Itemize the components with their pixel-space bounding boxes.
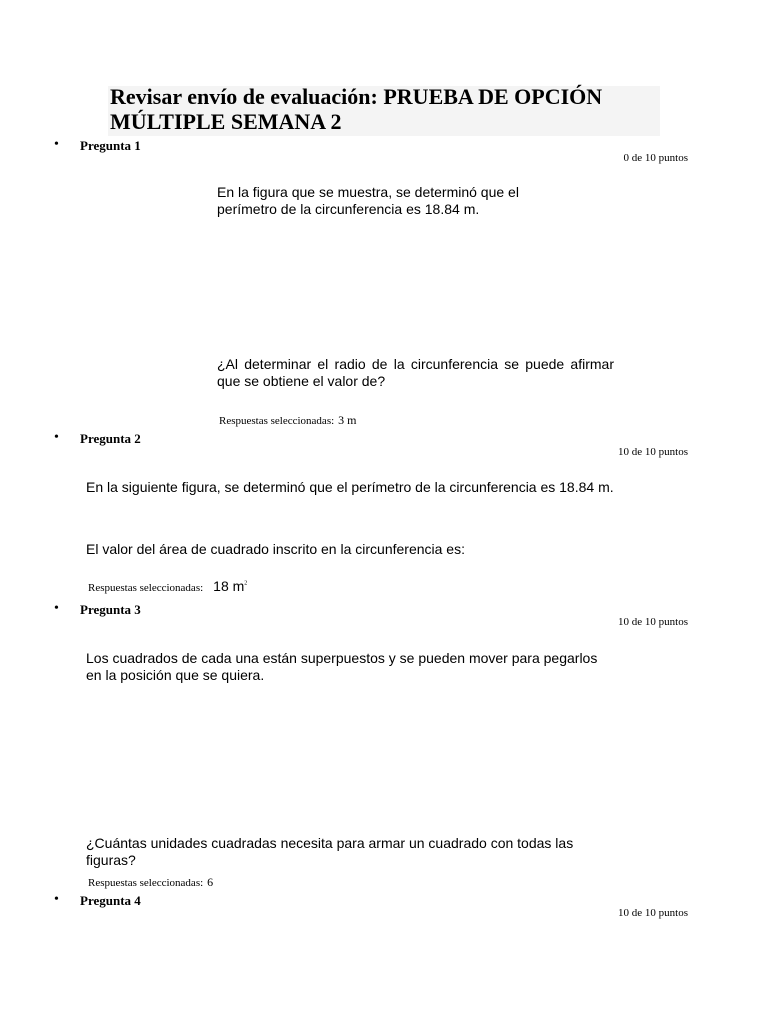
- question-1-points: 0 de 10 puntos: [623, 152, 688, 164]
- response-label: Respuestas seleccionadas:: [88, 877, 204, 889]
- question-3-label: Pregunta 3: [80, 602, 141, 617]
- response-value: 6: [207, 875, 214, 889]
- response-label: Respuestas seleccionadas:: [219, 415, 335, 427]
- question-2-label: Pregunta 2: [80, 431, 141, 446]
- question-3-points: 10 de 10 puntos: [618, 616, 688, 628]
- question-1-prompt: ¿Al determinar el radio de la circunferencia se puede afirmar que se obtiene el valor de?: [217, 356, 614, 389]
- bullet-icon: •: [54, 892, 59, 907]
- response-superscript: 2: [244, 580, 248, 587]
- question-1-label: Pregunta 1: [80, 138, 141, 153]
- question-2-points: 10 de 10 puntos: [618, 446, 688, 458]
- question-3-response: [88, 873, 213, 891]
- response-value: 18 m: [213, 578, 245, 594]
- bullet-icon: •: [54, 430, 59, 445]
- question-3-text: Los cuadrados de cada una están superpuestos y se pueden mover para pegarlos en la posición que se quiera.: [86, 650, 598, 683]
- bullet-icon: •: [54, 601, 59, 616]
- question-2-prompt: El valor del área de cuadrado inscrito en la circunferencia es:: [86, 541, 465, 557]
- response-value: 3 m: [338, 413, 357, 427]
- question-2-text: En la siguiente figura, se determinó que el perímetro de la circunferencia es 18.84 m.: [86, 479, 614, 495]
- question-4-points: 10 de 10 puntos: [618, 907, 688, 919]
- question-3-prompt: ¿Cuántas unidades cuadradas necesita para armar un cuadrado con todas las figuras?: [86, 835, 574, 868]
- question-1-response: [219, 411, 357, 429]
- page-title: Revisar envío de evaluación: PRUEBA DE OPCIÓN MÚLTIPLE SEMANA 2: [110, 84, 603, 134]
- bullet-icon: •: [54, 137, 59, 152]
- question-2-response: [88, 578, 247, 596]
- question-1-text: En la figura que se muestra, se determinó que el perímetro de la circunferencia es 18.84 m.: [217, 184, 519, 217]
- question-4-label: Pregunta 4: [80, 893, 141, 908]
- response-label: Respuestas seleccionadas:: [88, 582, 204, 594]
